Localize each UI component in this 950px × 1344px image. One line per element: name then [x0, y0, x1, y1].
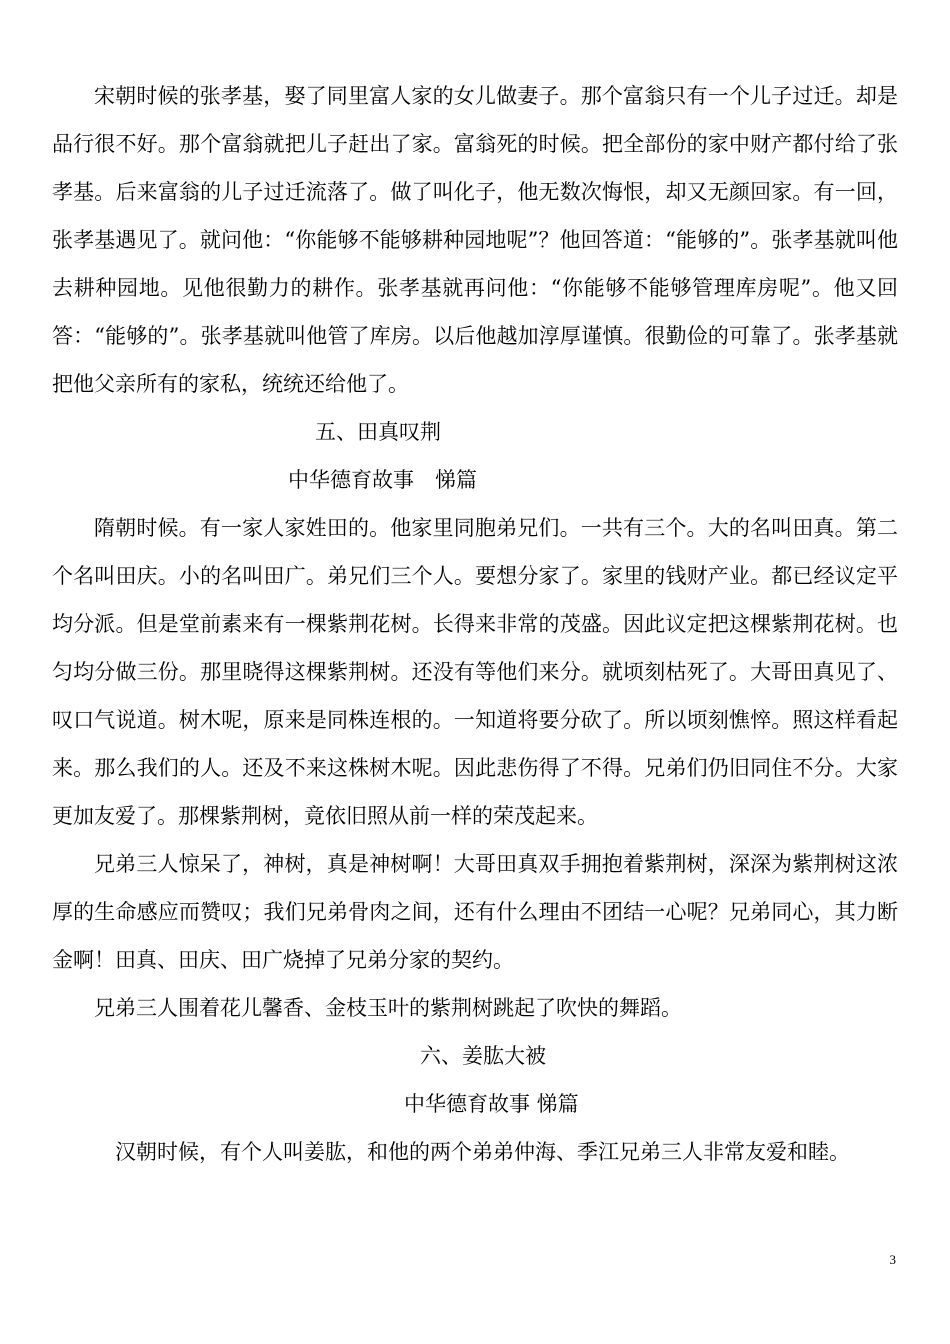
- section-title-tian-zhen: 五、田真叹荆: [315, 420, 441, 444]
- paragraph-tian-family: 隋朝时候。有一家人家姓田的。他家里同胞弟兄们。一共有三个。大的名叫田真。第二个名叫田庆。小的名叫田广。弟兄们三个人。要想分家了。家里的钱财产业。都已经议定平均分派。但是堂前素来有一棵紫荆花树。长得来非常的茂盛。因此议定把这棵紫荆花树。也匀均分做三份。那里晓得这棵紫荆树。还没有等他们来分。就顷刻枯死了。大哥田真见了、叹口气说道。树木呢，原来是同株连根的。一知道将要分砍了。所以顷刻憔悴。照这样看起来。那么我们的人。还及不来这株树木呢。因此悲伤得了不得。兄弟们仍旧同住不分。大家更加友爱了。那棵紫荆树，竟依旧照从前一样的荣茂起来。: [52, 516, 898, 828]
- paragraph-zhang-xiaoji: 宋朝时候的张孝基，娶了同里富人家的女儿做妻子。那个富翁只有一个儿子过迁。却是品行很不好。那个富翁就把儿子赶出了家。富翁死的时候。把全部份的家中财产都付给了张孝基。后来富翁的儿子过迁流落了。做了叫化子，他无数次悔恨，却又无颜回家。有一回，张孝基遇见了。就问他：“你能够不能够耕种园地呢”？他回答道：“能够的”。张孝基就叫他去耕种园地。见他很勤力的耕作。张孝基就再问他：“你能够不能够管理库房呢”。他又回答：“能够的”。张孝基就叫他管了库房。以后他越加淳厚谨慎。很勤俭的可靠了。张孝基就把他父亲所有的家私，统统还给他了。: [52, 84, 898, 396]
- paragraph-brothers-dance: 兄弟三人围着花儿馨香、金枝玉叶的紫荆树跳起了吹快的舞蹈。: [94, 996, 682, 1020]
- page-number: 3: [889, 1252, 896, 1267]
- paragraph-brothers-unite: 兄弟三人惊呆了，神树，真是神树啊！大哥田真双手拥抱着紫荆树，深深为紫荆树这浓厚的生命感应而赞叹；我们兄弟骨肉之间，还有什么理由不团结一心呢？兄弟同心，其力断金啊！田真、田庆、田广烧掉了兄弟分家的契约。: [52, 852, 898, 972]
- section-title-jiang-gong: 六、姜肱大被: [420, 1044, 546, 1068]
- section-subtitle-tian-zhen: 中华德育故事 悌篇: [288, 468, 477, 492]
- section-subtitle-jiang-gong: 中华德育故事 悌篇: [404, 1092, 579, 1116]
- document-page: [52, 72, 898, 1176]
- paragraph-jiang-gong: 汉朝时候，有个人叫姜肱，和他的两个弟弟仲海、季江兄弟三人非常友爱和睦。: [115, 1140, 850, 1164]
